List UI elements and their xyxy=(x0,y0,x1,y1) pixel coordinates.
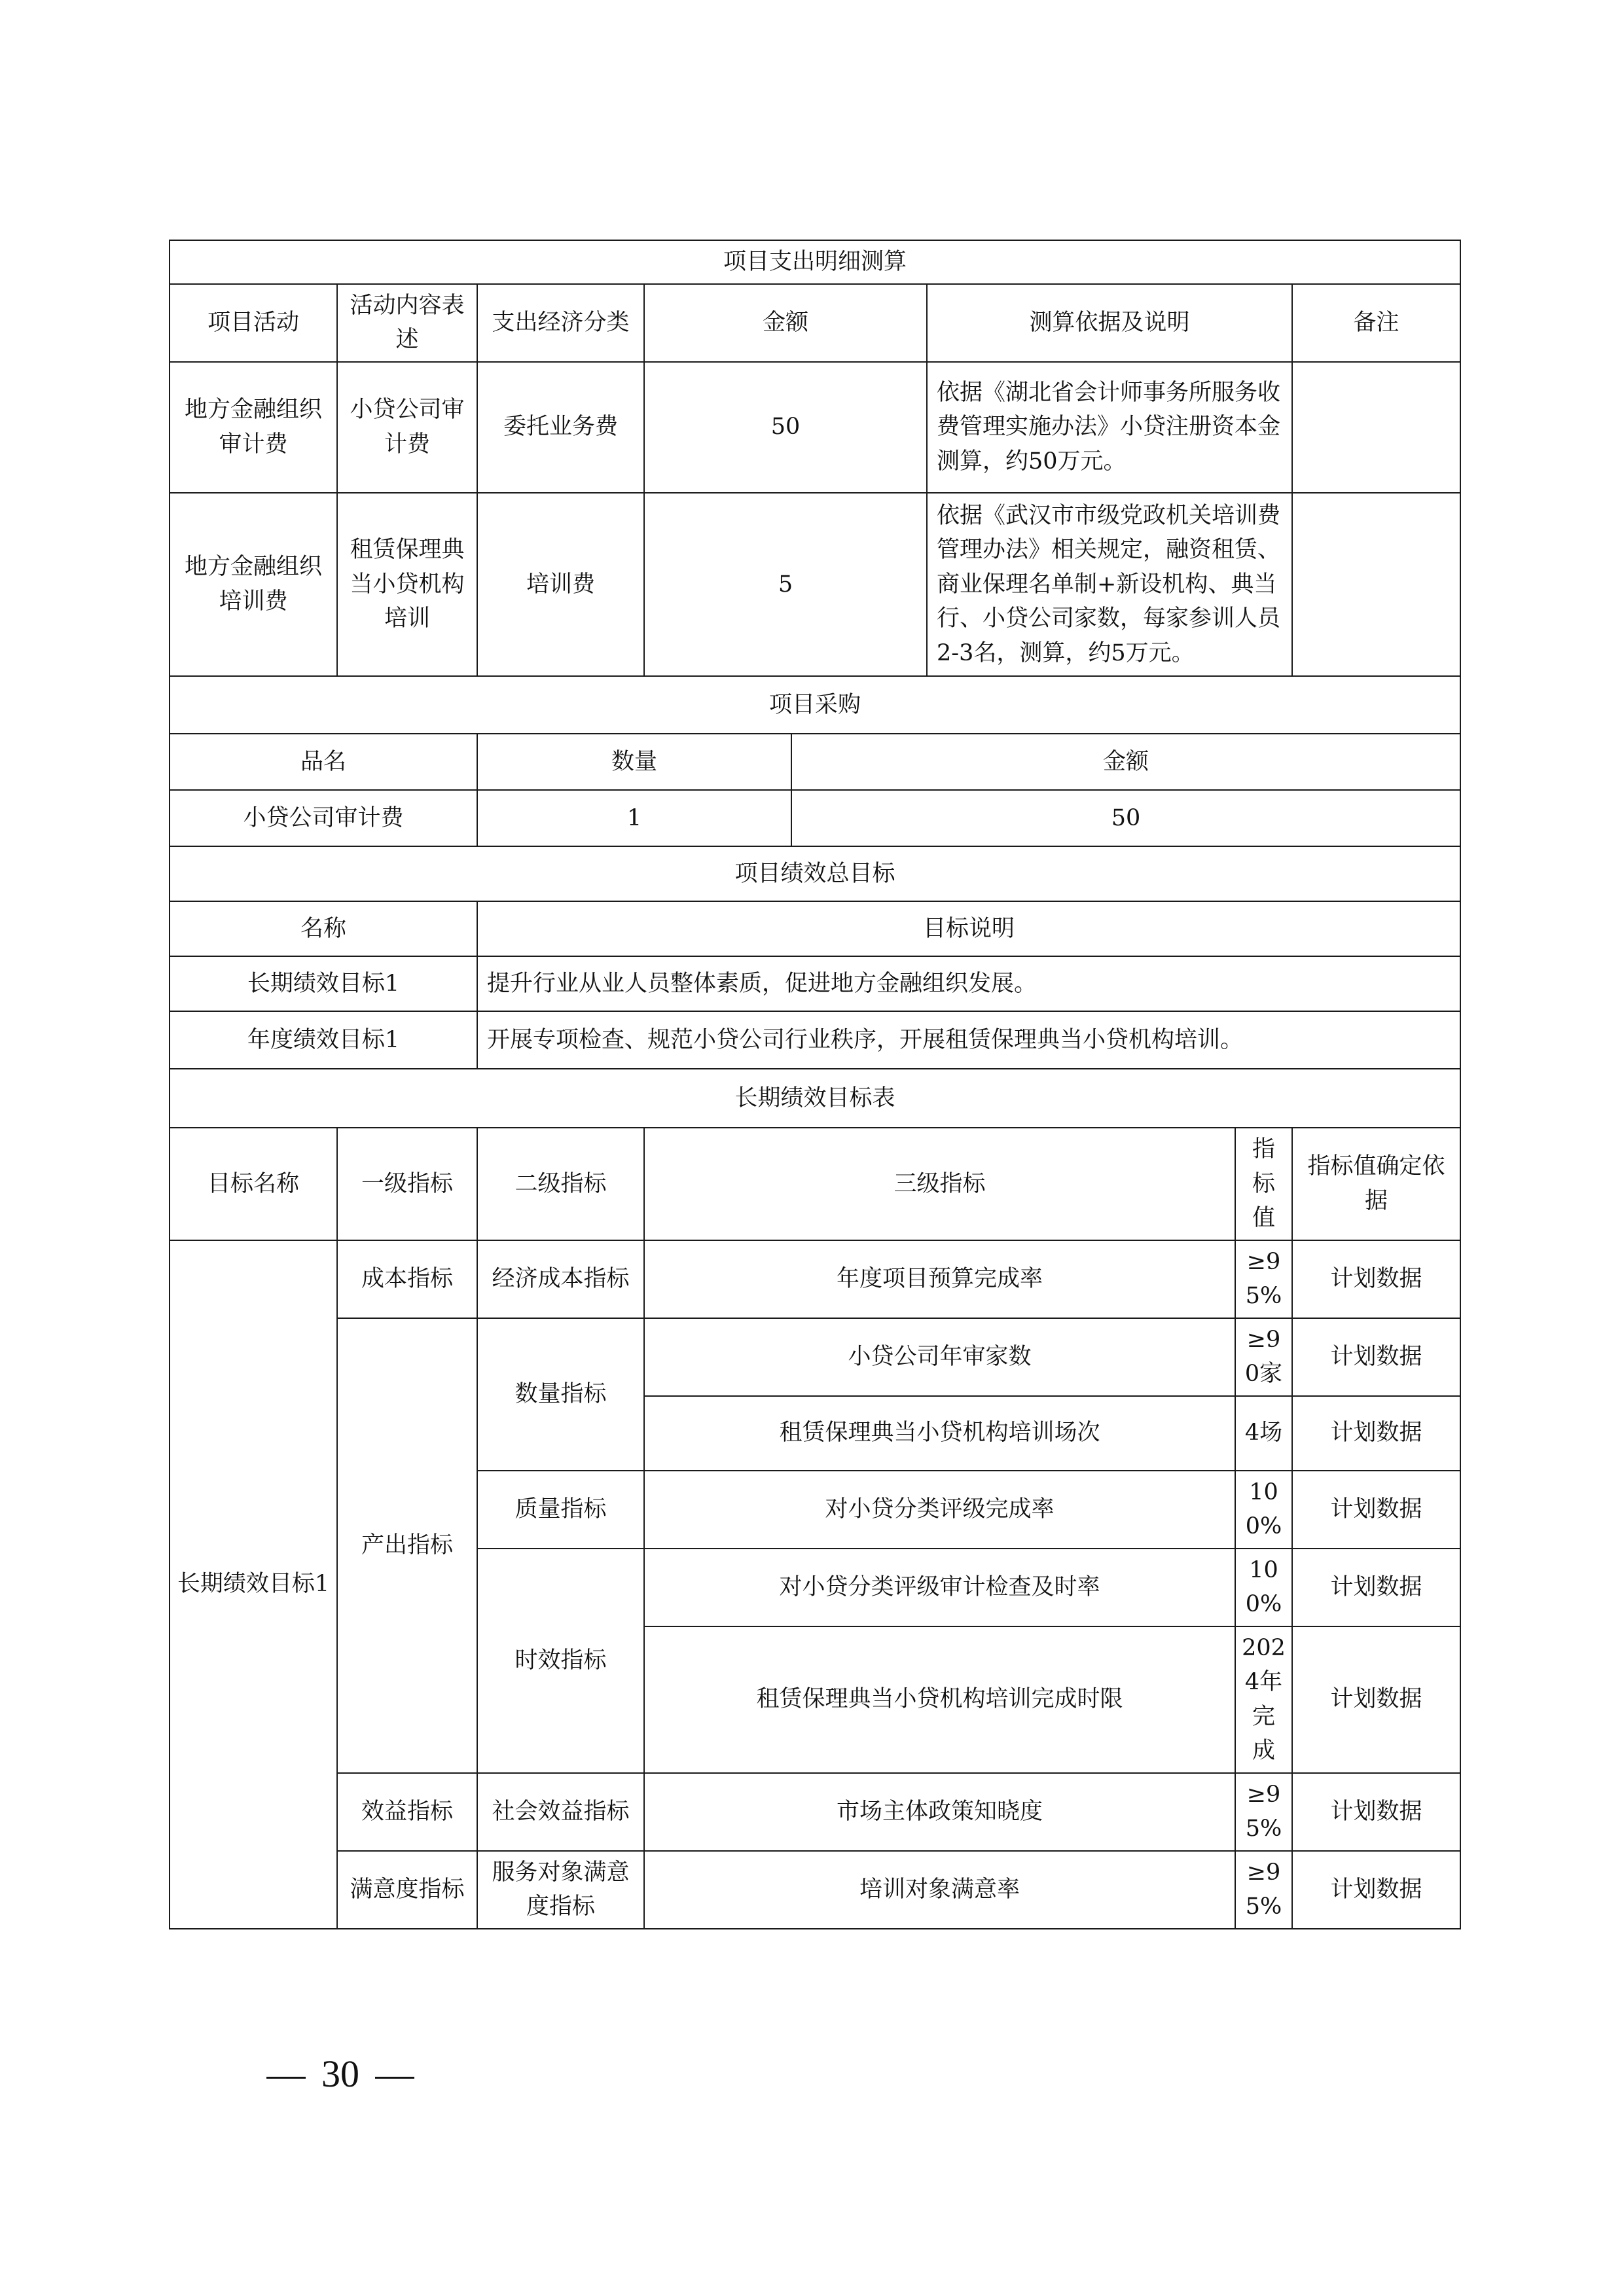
indicator-value: ≥95% xyxy=(1235,1773,1292,1851)
detail-header-category: 支出经济分类 xyxy=(477,284,644,362)
overall-goals-header-row xyxy=(170,901,1460,956)
procurement-amount: 50 xyxy=(791,790,1460,846)
detail-remark xyxy=(1292,493,1460,677)
table-row xyxy=(170,1011,1460,1069)
longterm-header-goal: 目标名称 xyxy=(170,1128,337,1240)
budget-document xyxy=(169,240,1460,1929)
longterm-header-level1: 一级指标 xyxy=(337,1128,477,1240)
detail-basis: 依据《武汉市市级党政机关培训费管理办法》相关规定，融资租赁、商业保理名单制+新设机构、典当行、小贷公司家数，每家参训人员2-3名，测算，约5万元。 xyxy=(927,493,1292,677)
table-row xyxy=(170,790,1460,846)
detail-title: 项目支出明细测算 xyxy=(170,240,1460,284)
table-row xyxy=(170,1851,1460,1929)
procurement-name: 小贷公司审计费 xyxy=(170,790,477,846)
detail-header-row xyxy=(170,284,1460,362)
detail-content: 租赁保理典当小贷机构培训 xyxy=(337,493,477,677)
level2-quality: 质量指标 xyxy=(477,1471,644,1549)
detail-content: 小贷公司审计费 xyxy=(337,362,477,493)
detail-amount: 5 xyxy=(644,493,927,677)
level3-indicator: 市场主体政策知晓度 xyxy=(644,1773,1235,1851)
longterm-header-row xyxy=(170,1128,1460,1240)
table-row xyxy=(170,1773,1460,1851)
detail-header-basis: 测算依据及说明 xyxy=(927,284,1292,362)
indicator-value: ≥90家 xyxy=(1235,1318,1292,1396)
level1-satisfaction: 满意度指标 xyxy=(337,1851,477,1929)
indicator-basis: 计划数据 xyxy=(1292,1851,1460,1929)
level2-quantity: 数量指标 xyxy=(477,1318,644,1471)
detail-amount: 50 xyxy=(644,362,927,493)
overall-goal-name: 长期绩效目标1 xyxy=(170,956,477,1011)
detail-header-remark: 备注 xyxy=(1292,284,1460,362)
procurement-header-name: 品名 xyxy=(170,734,477,790)
detail-header-activity: 项目活动 xyxy=(170,284,337,362)
indicator-value: 100% xyxy=(1235,1471,1292,1549)
page-number xyxy=(251,2052,430,2096)
overall-goal-name: 年度绩效目标1 xyxy=(170,1011,477,1069)
level1-output: 产出指标 xyxy=(337,1318,477,1773)
procurement-header-row xyxy=(170,734,1460,790)
level2-timeliness: 时效指标 xyxy=(477,1549,644,1773)
level3-indicator: 小贷公司年审家数 xyxy=(644,1318,1235,1396)
detail-category: 培训费 xyxy=(477,493,644,677)
overall-goals-header-desc: 目标说明 xyxy=(477,901,1460,956)
indicator-value: ≥95% xyxy=(1235,1240,1292,1318)
level2-economic: 经济成本指标 xyxy=(477,1240,644,1318)
overall-goals-title-row xyxy=(170,846,1460,901)
overall-goals-header-name: 名称 xyxy=(170,901,477,956)
indicator-basis: 计划数据 xyxy=(1292,1318,1460,1396)
longterm-goal-name: 长期绩效目标1 xyxy=(170,1240,337,1929)
detail-category: 委托业务费 xyxy=(477,362,644,493)
detail-remark xyxy=(1292,362,1460,493)
longterm-header-value: 指标值 xyxy=(1235,1128,1292,1240)
indicator-basis: 计划数据 xyxy=(1292,1240,1460,1318)
detail-basis: 依据《湖北省会计师事务所服务收费管理实施办法》小贷注册资本金测算，约50万元。 xyxy=(927,362,1292,493)
longterm-header-level2: 二级指标 xyxy=(477,1128,644,1240)
table-row xyxy=(170,493,1460,677)
overall-goal-desc: 开展专项检查、规范小贷公司行业秩序，开展租赁保理典当小贷机构培训。 xyxy=(477,1011,1460,1069)
indicator-basis: 计划数据 xyxy=(1292,1626,1460,1773)
procurement-title-row xyxy=(170,676,1460,734)
level3-indicator: 年度项目预算完成率 xyxy=(644,1240,1235,1318)
indicator-basis: 计划数据 xyxy=(1292,1773,1460,1851)
detail-title-row xyxy=(170,240,1460,284)
page-number-dash-right xyxy=(375,2077,414,2079)
procurement-title: 项目采购 xyxy=(170,676,1460,734)
detail-header-amount: 金额 xyxy=(644,284,927,362)
indicator-basis: 计划数据 xyxy=(1292,1471,1460,1549)
table-row xyxy=(170,1240,1460,1318)
indicator-basis: 计划数据 xyxy=(1292,1549,1460,1626)
overall-goals-title: 项目绩效总目标 xyxy=(170,846,1460,901)
indicator-value: ≥95% xyxy=(1235,1851,1292,1929)
level2-service: 服务对象满意度指标 xyxy=(477,1851,644,1929)
page-number-dash-left xyxy=(266,2077,306,2079)
page-number-value: 30 xyxy=(321,2053,359,2095)
level1-cost: 成本指标 xyxy=(337,1240,477,1318)
longterm-title: 长期绩效目标表 xyxy=(170,1069,1460,1128)
level1-benefit: 效益指标 xyxy=(337,1773,477,1851)
detail-activity: 地方金融组织培训费 xyxy=(170,493,337,677)
detail-header-content: 活动内容表述 xyxy=(337,284,477,362)
indicator-value: 4场 xyxy=(1235,1396,1292,1471)
detail-activity: 地方金融组织审计费 xyxy=(170,362,337,493)
table-row xyxy=(170,362,1460,493)
level3-indicator: 租赁保理典当小贷机构培训完成时限 xyxy=(644,1626,1235,1773)
indicator-basis: 计划数据 xyxy=(1292,1396,1460,1471)
level3-indicator: 租赁保理典当小贷机构培训场次 xyxy=(644,1396,1235,1471)
longterm-header-level3: 三级指标 xyxy=(644,1128,1235,1240)
level2-social: 社会效益指标 xyxy=(477,1773,644,1851)
procurement-quantity: 1 xyxy=(477,790,791,846)
procurement-header-quantity: 数量 xyxy=(477,734,791,790)
level3-indicator: 对小贷分类评级审计检查及时率 xyxy=(644,1549,1235,1626)
level3-indicator: 培训对象满意率 xyxy=(644,1851,1235,1929)
table-row xyxy=(170,956,1460,1011)
table-row xyxy=(170,1318,1460,1396)
level3-indicator: 对小贷分类评级完成率 xyxy=(644,1471,1235,1549)
longterm-header-basis: 指标值确定依据 xyxy=(1292,1128,1460,1240)
indicator-value: 2024年完成 xyxy=(1235,1626,1292,1773)
longterm-title-row xyxy=(170,1069,1460,1128)
budget-table xyxy=(169,240,1461,1929)
indicator-value: 100% xyxy=(1235,1549,1292,1626)
overall-goal-desc: 提升行业从业人员整体素质，促进地方金融组织发展。 xyxy=(477,956,1460,1011)
procurement-header-amount: 金额 xyxy=(791,734,1460,790)
